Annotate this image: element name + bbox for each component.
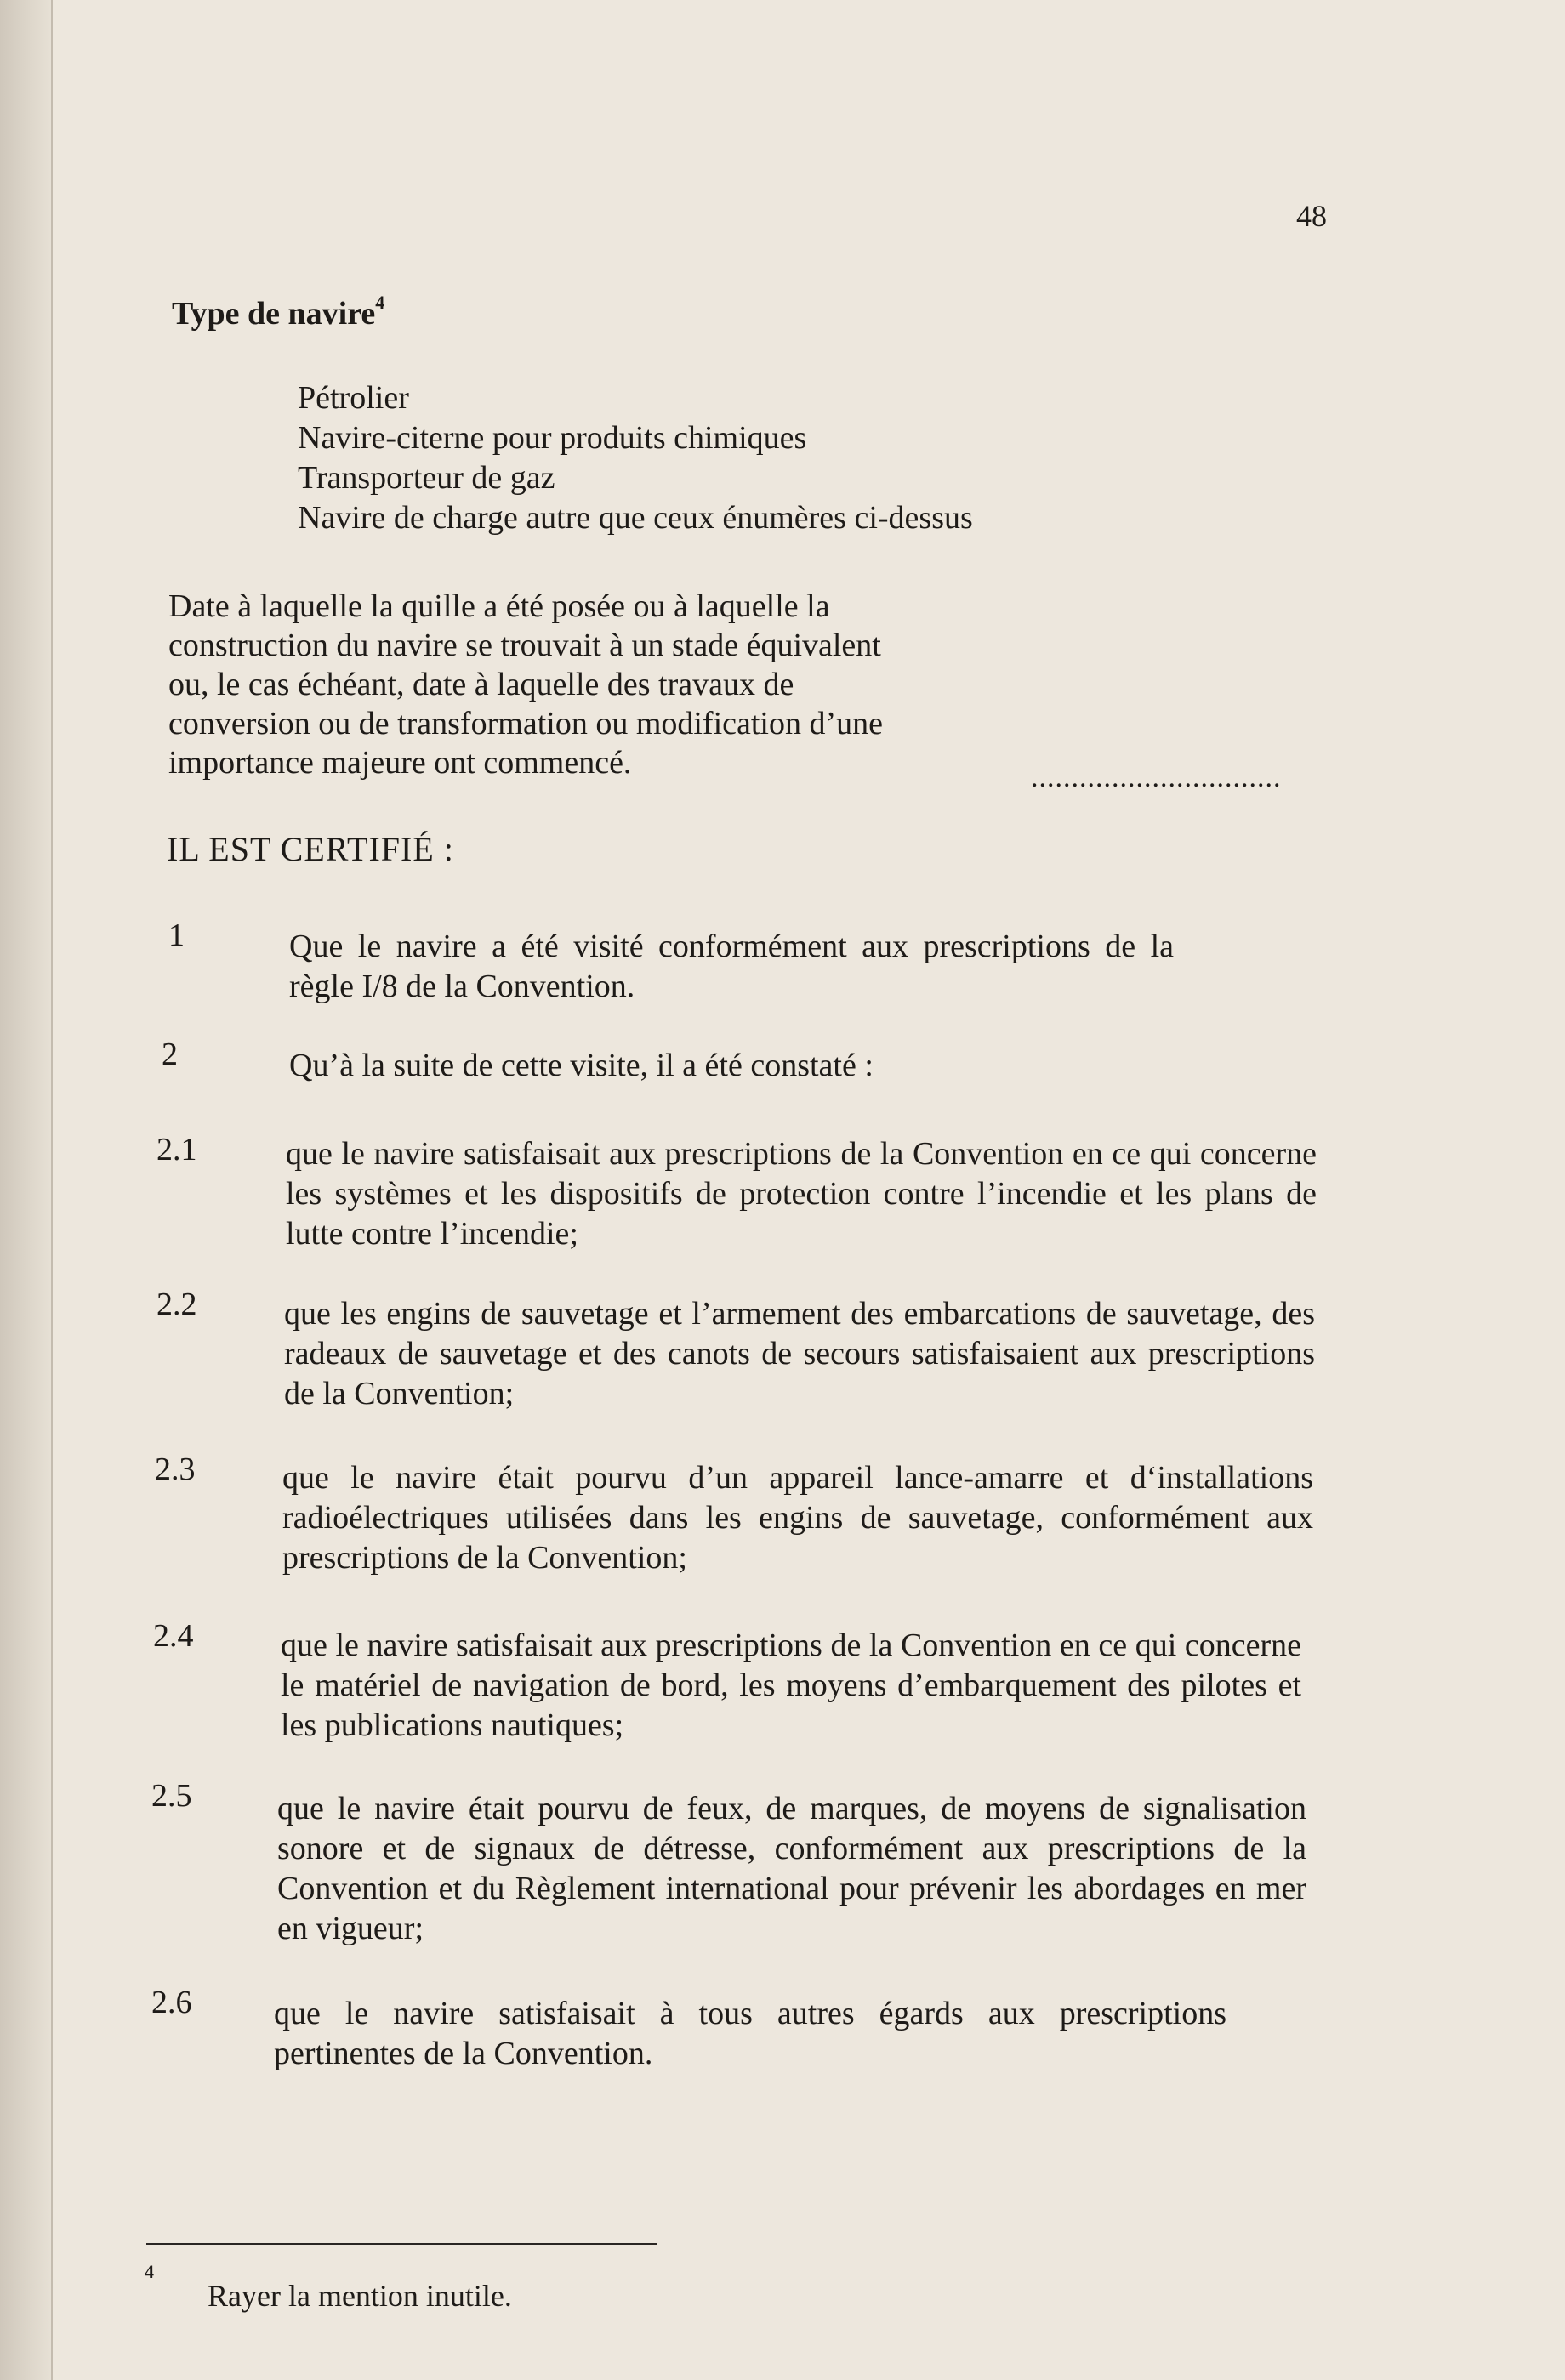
item-text: que les engins de sauvetage et l’armement des embarcations de sauvetage, des radeaux de sauvetage et des canots de secours satisfaisaient aux prescriptions de la Convention;	[284, 1296, 1315, 1412]
keel-date-line: construction du navire se trouvait à un stade équivalent	[168, 628, 881, 663]
item-number: 2.6	[151, 1985, 192, 2020]
item-text: que le navire était pourvu de feux, de marques, de moyens de signalisation sonore et de signaux de détresse, conformément aux prescriptions de la Convention et du Règlement international pour prévenir les abordages en mer en vigueur;	[277, 1791, 1306, 1946]
page-number: 48	[1296, 199, 1327, 233]
ship-type-option: Pétrolier	[298, 380, 409, 416]
footnote-divider	[146, 2243, 657, 2245]
certified-heading: IL EST CERTIFIÉ :	[167, 830, 454, 868]
item-text: que le navire satisfaisait à tous autres égards aux prescriptions pertinentes de la Convention.	[274, 1996, 1226, 2071]
keel-date-line: importance majeure ont commencé.	[168, 745, 632, 781]
item-number: 2.2	[156, 1287, 197, 1322]
item-number: 2.1	[156, 1132, 197, 1167]
item-number: 1	[168, 917, 185, 953]
item-number: 2.3	[155, 1451, 196, 1487]
keel-date-line: ou, le cas échéant, date à laquelle des travaux de	[168, 667, 794, 702]
item-number: 2.5	[151, 1778, 192, 1814]
item-number: 2.4	[153, 1618, 194, 1654]
ship-type-title: Type de navire	[172, 296, 376, 332]
ship-type-option: Navire de charge autre que ceux énumères ci-dessus	[298, 500, 973, 536]
footnote-mark: 4	[145, 2261, 154, 2282]
keel-date-line: Date à laquelle la quille a été posée ou à laquelle la	[168, 588, 830, 624]
item-text: Qu’à la suite de cette visite, il a été constaté :	[289, 1048, 874, 1083]
footnote-ref: 4	[375, 292, 385, 313]
keel-date-line: conversion ou de transformation ou modification d’une	[168, 706, 884, 741]
keel-date-paragraph	[168, 587, 968, 782]
footnote-text: Rayer la mention inutile.	[208, 2279, 512, 2313]
item-text: Que le navire a été visité conformément aux prescriptions de la règle I/8 de la Convention.	[289, 929, 1174, 1004]
ship-type-option: Navire-citerne pour produits chimiques	[298, 420, 807, 456]
page-binding-edge	[0, 0, 53, 2380]
ship-type-options	[298, 378, 1318, 538]
item-text: que le navire satisfaisait aux prescriptions de la Convention en ce qui concerne les systèmes et les dispositifs de protection contre l’incendie et les plans de lutte contre l’incendie;	[286, 1136, 1317, 1252]
ship-type-option: Transporteur de gaz	[298, 460, 555, 496]
keel-date-blank: ...............................	[1031, 762, 1282, 793]
item-text: que le navire était pourvu d’un appareil lance-amarre et d‘installations radioélectriques utilisées dans les engins de sauvetage, conformément aux prescriptions de la Convention;	[282, 1460, 1313, 1576]
item-text: que le navire satisfaisait aux prescriptions de la Convention en ce qui concerne le matériel de navigation de bord, les moyens d’embarquement des pilotes et les publications nautiques;	[281, 1627, 1301, 1743]
ship-type-heading	[172, 292, 384, 332]
item-number: 2	[162, 1037, 178, 1072]
